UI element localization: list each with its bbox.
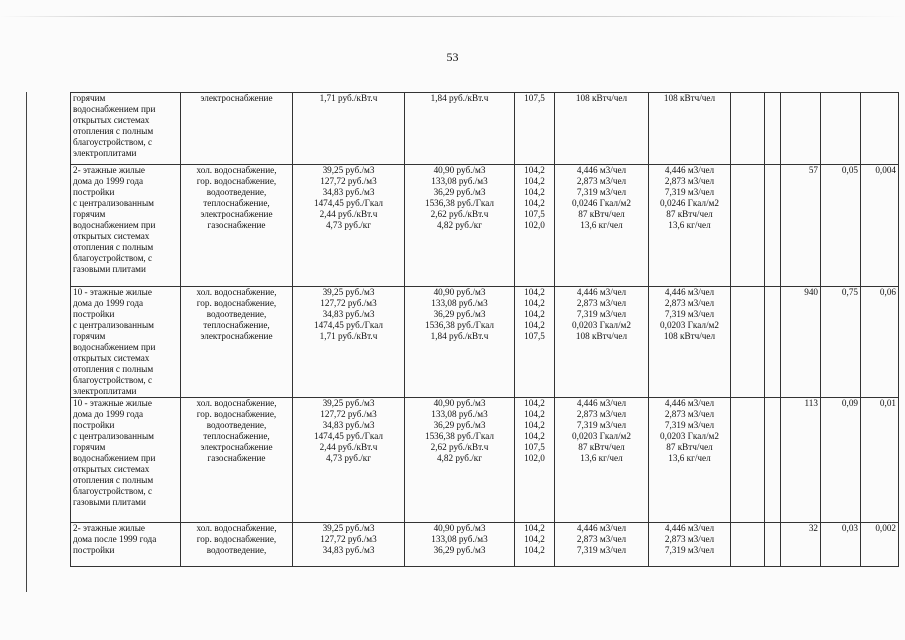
cell-line: 104,2	[524, 187, 545, 197]
cell-line: 4,446 м3/чел	[664, 523, 715, 533]
norm-2-cell	[649, 287, 731, 398]
value-2-cell: 0,004	[861, 165, 899, 287]
cell-line: 34,83 руб./м3	[322, 420, 375, 430]
price-new-cell	[405, 398, 515, 523]
cell-line: водоснабжением при	[73, 453, 156, 463]
cell-line: 87 кВтч/чел	[578, 442, 625, 452]
cell-line: 104,2	[524, 287, 545, 297]
cell-line: газоснабжение	[207, 453, 266, 463]
cell-line: с централизованным	[73, 198, 154, 208]
cell-line: 0,0246 Гкал/м2	[572, 198, 631, 208]
cell-line: 2,873 м3/чел	[664, 409, 715, 419]
cell-line: горячим	[73, 93, 106, 103]
cell-line: 2,873 м3/чел	[664, 298, 715, 308]
cell-line: 7,319 м3/чел	[664, 309, 715, 319]
cell-line: 4,446 м3/чел	[576, 287, 627, 297]
cell-line: 104,2	[524, 165, 545, 175]
norm-2-cell	[649, 93, 731, 165]
cell-line: 1,84 руб./кВт.ч	[430, 331, 489, 341]
cell-line: теплоснабжение,	[203, 320, 270, 330]
page-number: 53	[446, 50, 459, 64]
cell-line: 40,90 руб./м3	[433, 398, 486, 408]
count-cell: 113	[781, 398, 821, 523]
cell-line: газовыми плитами	[73, 497, 146, 507]
cell-line: 2- этажные жилые	[73, 523, 146, 533]
cell-line: гор. водоснабжение,	[196, 176, 277, 186]
cell-line: 2,873 м3/чел	[664, 534, 715, 544]
services-cell	[181, 93, 293, 165]
cell-line: 127,72 руб./м3	[320, 176, 377, 186]
cell-line: 133,08 руб./м3	[431, 176, 488, 186]
cell-line: 4,446 м3/чел	[576, 165, 627, 175]
cell-line: 0,0203 Гкал/м2	[572, 431, 631, 441]
services-cell	[181, 523, 293, 567]
cell-line: с централизованным	[73, 431, 154, 441]
cell-line: 40,90 руб./м3	[433, 287, 486, 297]
table-row	[71, 287, 899, 398]
cell-line: 108 кВтч/чел	[663, 93, 716, 103]
norm-1-cell	[555, 165, 649, 287]
cell-line: гор. водоснабжение,	[196, 298, 277, 308]
cell-line: 4,82 руб./кг	[436, 220, 483, 230]
cell-line: 133,08 руб./м3	[431, 534, 488, 544]
cell-line: хол. водоснабжение,	[196, 287, 277, 297]
services-cell	[181, 287, 293, 398]
housing-type-cell	[71, 165, 181, 287]
cell-line: 40,90 руб./м3	[433, 165, 486, 175]
cell-line: 1,71 руб./кВт.ч	[319, 331, 378, 341]
cell-line: постройки	[73, 187, 115, 197]
cell-line: 0,0203 Гкал/м2	[660, 431, 719, 441]
cell-line: 4,446 м3/чел	[664, 398, 715, 408]
empty-cell	[731, 287, 765, 398]
cell-line: хол. водоснабжение,	[196, 165, 277, 175]
count-cell	[781, 93, 821, 165]
count-cell: 32	[781, 523, 821, 567]
cell-line: 133,08 руб./м3	[431, 409, 488, 419]
index-cell	[515, 398, 555, 523]
table-left-border	[26, 92, 27, 592]
cell-line: 87 кВтч/чел	[578, 209, 625, 219]
empty-cell	[765, 287, 781, 398]
cell-line: газовыми плитами	[73, 264, 146, 274]
cell-line: 2,873 м3/чел	[576, 534, 627, 544]
cell-line: 7,319 м3/чел	[664, 187, 715, 197]
cell-line: гор. водоснабжение,	[196, 534, 277, 544]
cell-line: горячим	[73, 442, 106, 452]
cell-line: 4,446 м3/чел	[576, 523, 627, 533]
cell-line: 127,72 руб./м3	[320, 534, 377, 544]
cell-line: 7,319 м3/чел	[664, 420, 715, 430]
cell-line: благоустройством, с	[73, 137, 153, 147]
empty-cell	[765, 93, 781, 165]
cell-line: 1474,45 руб./Гкал	[313, 198, 383, 208]
cell-line: электроснабжение	[200, 209, 273, 219]
cell-line: электроснабжение	[200, 93, 273, 103]
value-1-cell	[821, 93, 861, 165]
cell-line: 0,0203 Гкал/м2	[660, 320, 719, 330]
cell-line: 34,83 руб./м3	[322, 545, 375, 555]
cell-line: дома после 1999 года	[73, 534, 157, 544]
value-2-cell	[861, 93, 899, 165]
cell-line: 4,82 руб./кг	[436, 453, 483, 463]
housing-type-cell	[71, 523, 181, 567]
price-old-cell	[293, 398, 405, 523]
cell-line: 34,83 руб./м3	[322, 309, 375, 319]
price-old-cell	[293, 93, 405, 165]
value-1-cell: 0,09	[821, 398, 861, 523]
cell-line: 2,62 руб./кВт.ч	[430, 442, 489, 452]
cell-line: водоснабжением при	[73, 342, 156, 352]
cell-line: 1,84 руб./кВт.ч	[430, 93, 489, 103]
cell-line: 4,446 м3/чел	[576, 398, 627, 408]
cell-line: электроплитами	[73, 148, 137, 158]
norm-1-cell	[555, 398, 649, 523]
cell-line: 104,2	[524, 309, 545, 319]
cell-line: отопления с полным	[73, 475, 154, 485]
cell-line: 87 кВтч/чел	[666, 442, 713, 452]
cell-line: хол. водоснабжение,	[196, 523, 277, 533]
price-new-cell	[405, 523, 515, 567]
cell-line: 104,2	[524, 431, 545, 441]
cell-line: 133,08 руб./м3	[431, 298, 488, 308]
cell-line: открытых системах	[73, 353, 150, 363]
cell-line: газоснабжение	[207, 220, 266, 230]
cell-line: 13,6 кг/чел	[668, 453, 711, 463]
cell-line: 1536,38 руб./Гкал	[424, 431, 494, 441]
cell-line: благоустройством, с	[73, 375, 153, 385]
cell-line: горячим	[73, 209, 106, 219]
cell-line: 7,319 м3/чел	[664, 545, 715, 555]
cell-line: водоотведение,	[206, 309, 267, 319]
price-new-cell	[405, 165, 515, 287]
price-new-cell	[405, 93, 515, 165]
cell-line: 1536,38 руб./Гкал	[424, 320, 494, 330]
cell-line: 104,2	[524, 523, 545, 533]
empty-cell	[731, 165, 765, 287]
table-row	[71, 165, 899, 287]
cell-line: 107,5	[524, 442, 545, 452]
norm-1-cell	[555, 287, 649, 398]
cell-line: 127,72 руб./м3	[320, 409, 377, 419]
cell-line: 2,44 руб./кВт.ч	[319, 209, 378, 219]
cell-line: 39,25 руб./м3	[322, 287, 375, 297]
cell-line: 104,2	[524, 409, 545, 419]
cell-line: 102,0	[524, 453, 545, 463]
empty-cell	[731, 523, 765, 567]
cell-line: 1,71 руб./кВт.ч	[319, 93, 378, 103]
cell-line: 13,6 кг/чел	[668, 220, 711, 230]
cell-line: 2- этажные жилые	[73, 165, 146, 175]
cell-line: 4,73 руб./кг	[325, 220, 372, 230]
norm-2-cell	[649, 398, 731, 523]
value-2-cell: 0,01	[861, 398, 899, 523]
cell-line: 104,2	[524, 420, 545, 430]
cell-line: водоснабжением при	[73, 104, 156, 114]
cell-line: 2,873 м3/чел	[576, 298, 627, 308]
cell-line: открытых системах	[73, 231, 150, 241]
cell-line: 0,0246 Гкал/м2	[660, 198, 719, 208]
cell-line: 104,2	[524, 198, 545, 208]
cell-line: постройки	[73, 309, 115, 319]
cell-line: горячим	[73, 331, 106, 341]
cell-line: 10 - этажные жилые	[73, 398, 152, 408]
cell-line: 4,446 м3/чел	[664, 287, 715, 297]
cell-line: 0,0203 Гкал/м2	[572, 320, 631, 330]
housing-type-cell	[71, 93, 181, 165]
services-cell	[181, 165, 293, 287]
table-row	[71, 93, 899, 165]
cell-line: гор. водоснабжение,	[196, 409, 277, 419]
cell-line: 39,25 руб./м3	[322, 398, 375, 408]
cell-line: 7,319 м3/чел	[576, 187, 627, 197]
norm-2-cell	[649, 165, 731, 287]
price-old-cell	[293, 523, 405, 567]
cell-line: 36,29 руб./м3	[433, 187, 486, 197]
cell-line: 2,873 м3/чел	[664, 176, 715, 186]
cell-line: 1474,45 руб./Гкал	[313, 431, 383, 441]
cell-line: дома до 1999 года	[73, 409, 144, 419]
cell-line: 4,446 м3/чел	[664, 165, 715, 175]
scan-artifact-line	[0, 16, 905, 17]
cell-line: дома до 1999 года	[73, 298, 144, 308]
cell-line: отопления с полным	[73, 364, 154, 374]
tariff-table	[70, 92, 899, 567]
cell-line: теплоснабжение,	[203, 198, 270, 208]
empty-cell	[731, 398, 765, 523]
cell-line: отопления с полным	[73, 242, 154, 252]
count-cell: 57	[781, 165, 821, 287]
cell-line: 7,319 м3/чел	[576, 545, 627, 555]
cell-line: 102,0	[524, 220, 545, 230]
norm-1-cell	[555, 523, 649, 567]
cell-line: 108 кВтч/чел	[575, 93, 628, 103]
cell-line: 40,90 руб./м3	[433, 523, 486, 533]
cell-line: 87 кВтч/чел	[666, 209, 713, 219]
cell-line: водоотведение,	[206, 420, 267, 430]
cell-line: теплоснабжение,	[203, 431, 270, 441]
cell-line: 104,2	[524, 534, 545, 544]
cell-line: 104,2	[524, 298, 545, 308]
norm-2-cell	[649, 523, 731, 567]
empty-cell	[731, 93, 765, 165]
empty-cell	[765, 398, 781, 523]
cell-line: хол. водоснабжение,	[196, 398, 277, 408]
price-old-cell	[293, 165, 405, 287]
cell-line: открытых системах	[73, 464, 150, 474]
cell-line: открытых системах	[73, 115, 150, 125]
cell-line: 7,319 м3/чел	[576, 309, 627, 319]
cell-line: 4,73 руб./кг	[325, 453, 372, 463]
cell-line: 104,2	[524, 320, 545, 330]
cell-line: водоснабжением при	[73, 220, 156, 230]
cell-line: 39,25 руб./м3	[322, 165, 375, 175]
count-cell: 940	[781, 287, 821, 398]
index-cell	[515, 165, 555, 287]
cell-line: 104,2	[524, 398, 545, 408]
cell-line: благоустройством, с	[73, 253, 153, 263]
value-1-cell: 0,05	[821, 165, 861, 287]
cell-line: 104,2	[524, 545, 545, 555]
cell-line: 36,29 руб./м3	[433, 545, 486, 555]
cell-line: 107,5	[524, 331, 545, 341]
cell-line: 127,72 руб./м3	[320, 298, 377, 308]
cell-line: благоустройством, с	[73, 486, 153, 496]
cell-line: 7,319 м3/чел	[576, 420, 627, 430]
cell-line: водоотведение,	[206, 187, 267, 197]
cell-line: 10 - этажные жилые	[73, 287, 152, 297]
table-row	[71, 398, 899, 523]
cell-line: 104,2	[524, 176, 545, 186]
housing-type-cell	[71, 287, 181, 398]
cell-line: электроснабжение	[200, 442, 273, 452]
cell-line: 36,29 руб./м3	[433, 420, 486, 430]
cell-line: 34,83 руб./м3	[322, 187, 375, 197]
cell-line: 13,6 кг/чел	[580, 453, 623, 463]
index-cell	[515, 523, 555, 567]
cell-line: 2,62 руб./кВт.ч	[430, 209, 489, 219]
value-1-cell: 0,03	[821, 523, 861, 567]
cell-line: 39,25 руб./м3	[322, 523, 375, 533]
value-2-cell: 0,002	[861, 523, 899, 567]
cell-line: 108 кВтч/чел	[663, 331, 716, 341]
cell-line: 107,5	[524, 93, 545, 103]
cell-line: 108 кВтч/чел	[575, 331, 628, 341]
empty-cell	[765, 523, 781, 567]
cell-line: отопления с полным	[73, 126, 154, 136]
cell-line: 2,44 руб./кВт.ч	[319, 442, 378, 452]
cell-line: электроплитами	[73, 386, 137, 396]
cell-line: 2,873 м3/чел	[576, 176, 627, 186]
norm-1-cell	[555, 93, 649, 165]
cell-line: 36,29 руб./м3	[433, 309, 486, 319]
cell-line: 107,5	[524, 209, 545, 219]
index-cell	[515, 287, 555, 398]
cell-line: дома до 1999 года	[73, 176, 144, 186]
cell-line: 2,873 м3/чел	[576, 409, 627, 419]
cell-line: 1474,45 руб./Гкал	[313, 320, 383, 330]
index-cell	[515, 93, 555, 165]
cell-line: 1536,38 руб./Гкал	[424, 198, 494, 208]
services-cell	[181, 398, 293, 523]
cell-line: 13,6 кг/чел	[580, 220, 623, 230]
value-1-cell: 0,75	[821, 287, 861, 398]
price-old-cell	[293, 287, 405, 398]
cell-line: постройки	[73, 420, 115, 430]
price-new-cell	[405, 287, 515, 398]
cell-line: с централизованным	[73, 320, 154, 330]
table-row	[71, 523, 899, 567]
empty-cell	[765, 165, 781, 287]
cell-line: постройки	[73, 545, 115, 555]
housing-type-cell	[71, 398, 181, 523]
cell-line: водоотведение,	[206, 545, 267, 555]
value-2-cell: 0,06	[861, 287, 899, 398]
cell-line: электроснабжение	[200, 331, 273, 341]
